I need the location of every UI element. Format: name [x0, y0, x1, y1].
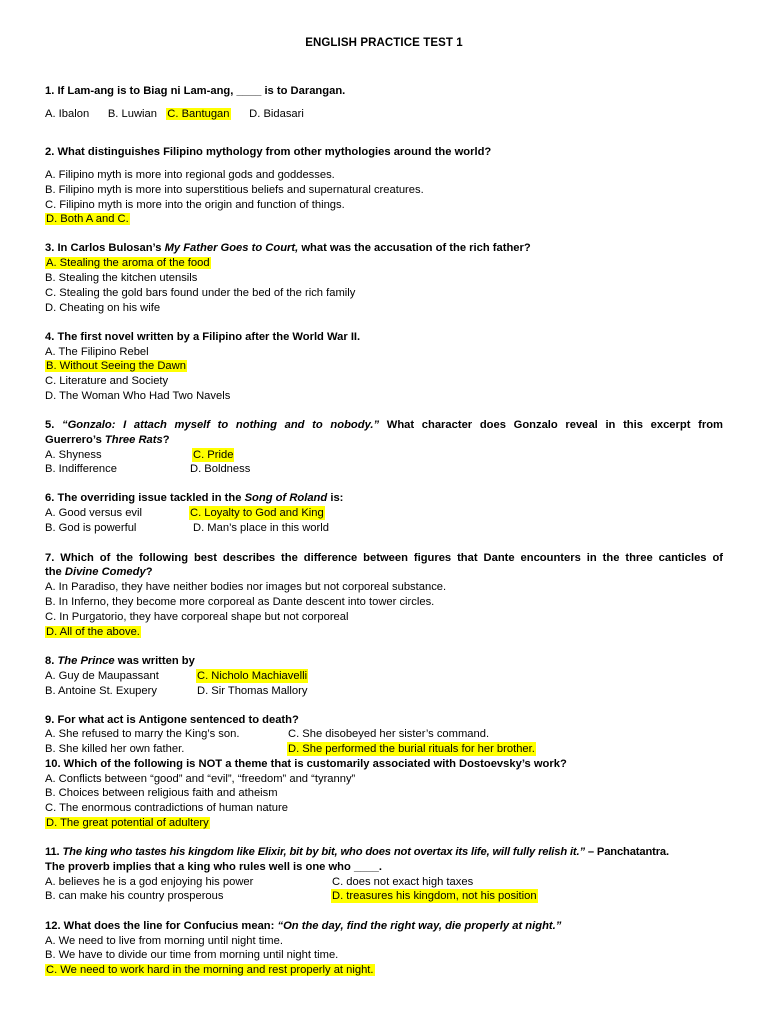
q2-answer-highlight: D. Both A and C. — [46, 213, 129, 225]
q7-option-c: C. In Purgatorio, they have corporeal shape but not corporeal — [45, 611, 349, 623]
q9-option-c: C. She disobeyed her sister’s command. — [288, 728, 490, 740]
q4-answer-highlight: B. Without Seeing the Dawn — [46, 360, 186, 372]
q11-source: – Panchatantra. — [584, 846, 669, 858]
q6-option-b: B. God is powerful — [45, 522, 137, 534]
q12-option-b: B. We have to divide our time from morning until night time. — [45, 949, 339, 961]
q10-answer-highlight: D. The great potential of adultery — [46, 817, 209, 829]
q12-answer-highlight: C. We need to work hard in the morning and rest properly at night. — [46, 964, 374, 976]
question-11-line-2: The proverb implies that a king who rules well is one who ____. — [45, 861, 382, 873]
q7-option-d-answer — [45, 625, 141, 639]
q2-option-d-answer — [45, 212, 130, 226]
q12-option-c-answer — [45, 963, 375, 977]
q10-option-b: B. Choices between religious faith and atheism — [45, 787, 278, 799]
q5-option-d: D. Boldness — [190, 463, 251, 475]
question-1: 1. If Lam-ang is to Biag ni Lam-ang, ____ is to Darangan. — [45, 85, 346, 97]
q3-work-title: My Father Goes to Court, — [164, 242, 299, 254]
question-7: 7. Which of the following best describes the difference between figures that Dante encounters in the three canticles of — [45, 552, 723, 564]
q8-option-a: A. Guy de Maupassant — [45, 670, 159, 682]
q6-options-row-2 — [45, 521, 329, 535]
q3-option-a-answer — [45, 256, 211, 270]
q5-options-row-2 — [45, 462, 251, 476]
question-7-line-2 — [45, 565, 153, 579]
q3-answer-highlight: A. Stealing the aroma of the food — [46, 257, 210, 269]
question-9: 9. For what act is Antigone sentenced to death? — [45, 714, 299, 726]
q6-option-c-answer: C. Loyalty to God and King — [190, 507, 324, 519]
q11-option-a: A. believes he is a god enjoying his power — [45, 876, 254, 888]
q7-work-title: Divine Comedy — [64, 566, 146, 578]
q1-option-b: B. Luwian — [107, 108, 157, 120]
q7-answer-highlight: D. All of the above. — [46, 626, 140, 638]
q7-line2-end: ? — [145, 566, 153, 578]
q4-option-d: D. The Woman Who Had Two Navels — [45, 390, 231, 402]
q8-work-title: The Prince — [57, 655, 115, 667]
q11-quote: The king who tastes his kingdom like Elixir, bit by bit, who does not overtax its life, will fully relish it.” — [62, 846, 585, 858]
q11-options-row-1 — [45, 875, 474, 889]
question-3 — [45, 241, 531, 255]
q8-option-c-answer: C. Nicholo Machiavelli — [197, 670, 308, 682]
q5-work-title: Three Rats — [104, 434, 163, 446]
question-10: 10. Which of the following is NOT a theme that is customarily associated with Dostoevsky’s work? — [45, 758, 567, 770]
q6-text-end: is: — [327, 492, 344, 504]
q9-options-row-1 — [45, 727, 490, 741]
question-1-options — [45, 107, 304, 121]
question-12 — [45, 919, 561, 933]
q5-quote: “Gonzalo: I attach myself to nothing and to nobody.” — [62, 419, 380, 431]
q5-options-row-1 — [45, 448, 234, 462]
q12-option-a: A. We need to live from morning until night time. — [45, 935, 283, 947]
q1-option-a: A. Ibalon — [45, 108, 90, 120]
q10-option-d-answer — [45, 816, 210, 830]
q6-text-start: 6. The overriding issue tackled in the — [45, 492, 245, 504]
q3-option-c: C. Stealing the gold bars found under the bed of the rich family — [45, 287, 356, 299]
q6-work-title: Song of Roland — [244, 492, 328, 504]
q9-option-b: B. She killed her own father. — [45, 743, 185, 755]
q6-option-d: D. Man’s place in this world — [193, 522, 329, 534]
q8-option-d: D. Sir Thomas Mallory — [197, 685, 308, 697]
q9-option-d-answer: D. She performed the burial rituals for her brother. — [288, 743, 535, 755]
q5-line2-start: Guerrero’s — [45, 434, 105, 446]
q12-text-start: 12. What does the line for Confucius mean: — [45, 920, 278, 932]
question-8 — [45, 654, 195, 668]
page-title: ENGLISH PRACTICE TEST 1 — [305, 37, 463, 49]
q5-number: 5. — [45, 419, 63, 431]
q8-number: 8. — [45, 655, 58, 667]
q2-option-c: C. Filipino myth is more into the origin and function of things. — [45, 199, 345, 211]
q3-text-end: what was the accusation of the rich father? — [298, 242, 531, 254]
q8-text-end: was written by — [114, 655, 195, 667]
q11-option-c: C. does not exact high taxes — [332, 876, 474, 888]
q4-option-b-answer — [45, 359, 187, 373]
q12-quote: “On the day, find the right way, die properly at night.” — [277, 920, 562, 932]
q11-number: 11. — [45, 846, 63, 858]
q6-options-row-1 — [45, 506, 324, 520]
q7-option-b: B. In Inferno, they become more corporeal as Dante descent into tower circles. — [45, 596, 435, 608]
q10-option-c: C. The enormous contradictions of human nature — [45, 802, 288, 814]
question-2: 2. What distinguishes Filipino mythology from other mythologies around the world? — [45, 146, 492, 158]
q10-option-a: A. Conflicts between “good” and “evil”, “freedom” and “tyranny” — [45, 773, 356, 785]
q9-option-a: A. She refused to marry the King’s son. — [45, 728, 240, 740]
question-6 — [45, 491, 343, 505]
question-5 — [45, 418, 723, 432]
q3-option-b: B. Stealing the kitchen utensils — [45, 272, 198, 284]
q11-option-b: B. can make his country prosperous — [45, 890, 224, 902]
q5-option-c-answer: C. Pride — [193, 449, 234, 461]
q5-option-a: A. Shyness — [45, 449, 102, 461]
q7-line2-start: the — [45, 566, 65, 578]
question-5-line-2 — [45, 433, 170, 447]
question-4: 4. The first novel written by a Filipino after the World War II. — [45, 331, 361, 343]
q5-option-b: B. Indifference — [45, 463, 117, 475]
q4-option-a: A. The Filipino Rebel — [45, 346, 149, 358]
q2-option-b: B. Filipino myth is more into superstitious beliefs and supernatural creatures. — [45, 184, 424, 196]
q4-option-c: C. Literature and Society — [45, 375, 169, 387]
q3-text-start: 3. In Carlos Bulosan’s — [45, 242, 165, 254]
q7-option-a: A. In Paradiso, they have neither bodies nor images but not corporeal substance. — [45, 581, 447, 593]
q2-option-a: A. Filipino myth is more into regional gods and goddesses. — [45, 169, 335, 181]
q11-option-d-answer: D. treasures his kingdom, not his position — [332, 890, 537, 902]
q8-options-row-1 — [45, 669, 308, 683]
question-11 — [45, 845, 669, 859]
q5-text-end: What character does Gonzalo reveal in this excerpt from — [379, 419, 723, 431]
q3-option-d: D. Cheating on his wife — [45, 302, 161, 314]
q8-option-b: B. Antoine St. Exupery — [45, 685, 157, 697]
q6-option-a: A. Good versus evil — [45, 507, 143, 519]
q5-line2-end: ? — [162, 434, 170, 446]
q11-options-row-2 — [45, 889, 537, 903]
q1-option-d: D. Bidasari — [249, 108, 304, 120]
q8-options-row-2 — [45, 684, 308, 698]
q9-options-row-2 — [45, 742, 535, 756]
q1-option-c-answer: C. Bantugan — [167, 108, 230, 120]
